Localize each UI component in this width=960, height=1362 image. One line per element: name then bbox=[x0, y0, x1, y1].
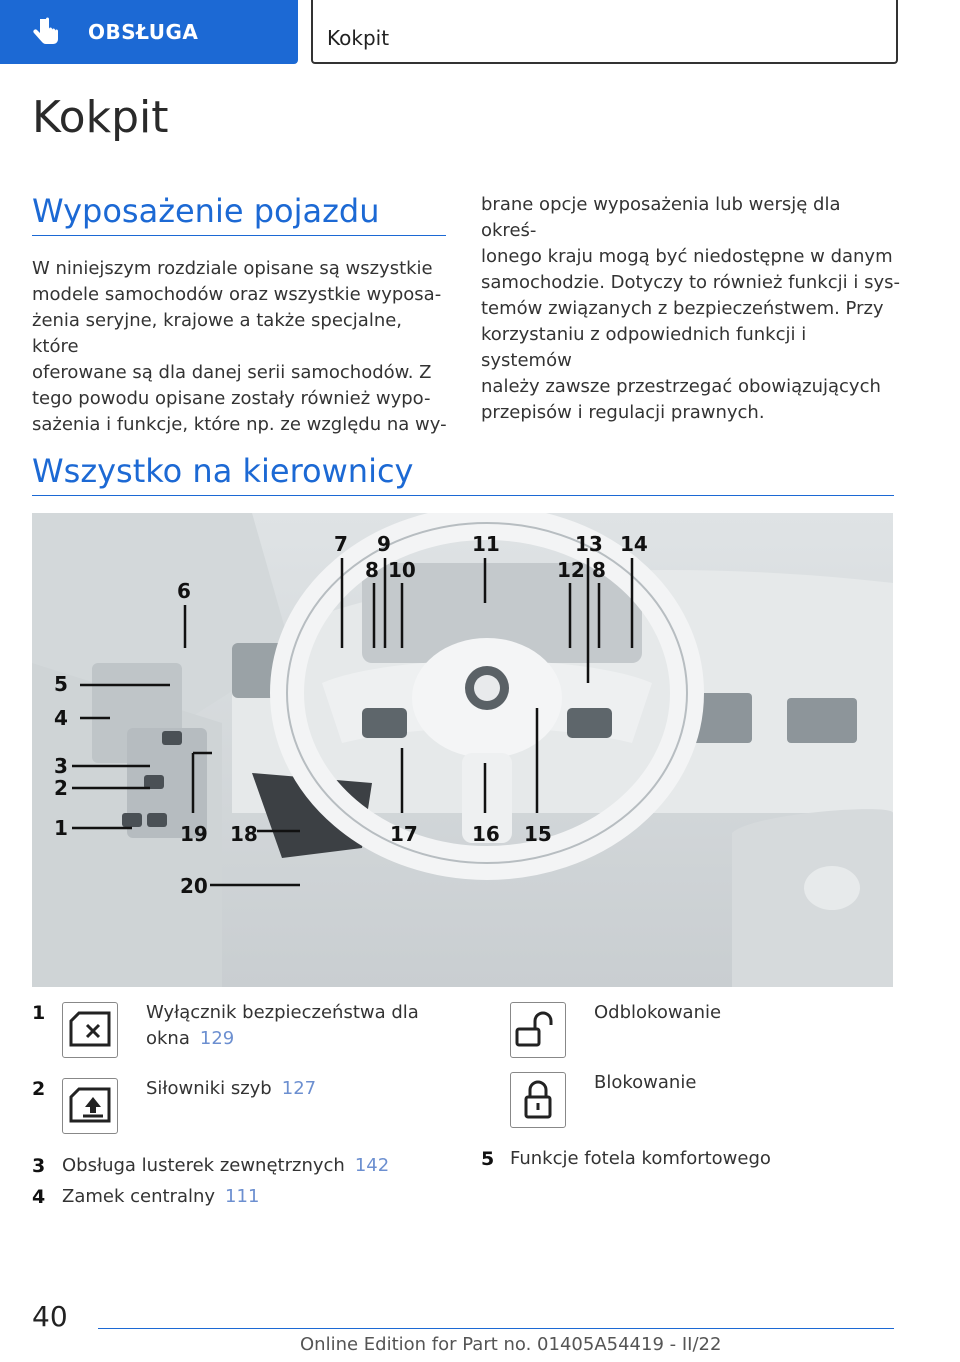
text-span: Zamek centralny bbox=[62, 1186, 216, 1207]
callout-number: 2 bbox=[54, 776, 68, 800]
callout-number: 15 bbox=[524, 822, 552, 846]
callout-number: 10 bbox=[388, 558, 416, 582]
text-line: korzystaniu z odpowiednich funkcji i systemów bbox=[481, 324, 807, 371]
intro-column-2 bbox=[481, 192, 901, 426]
callout-number: 7 bbox=[334, 532, 348, 556]
text-span: Siłowniki szyb bbox=[146, 1078, 272, 1099]
callout-number: 6 bbox=[177, 579, 191, 603]
legend-text: Odblokowanie bbox=[594, 1002, 722, 1023]
callout-number: 20 bbox=[180, 874, 208, 898]
legend-text: Funkcje fotela komfortowego bbox=[510, 1148, 771, 1169]
window-lock-icon bbox=[62, 1002, 118, 1058]
callout-number: 16 bbox=[472, 822, 500, 846]
text-line: sażenia i funkcje, które np. ze względu na wy- bbox=[32, 414, 447, 435]
callout-number: 8 bbox=[365, 558, 379, 582]
legend-number: 3 bbox=[32, 1155, 46, 1177]
text-line: tego powodu opisane zostały również wypo- bbox=[32, 388, 431, 409]
legend-number: 4 bbox=[32, 1186, 46, 1208]
unlock-icon bbox=[510, 1002, 566, 1058]
section-rule bbox=[32, 235, 446, 236]
text-line: żenia seryjne, krajowe a także specjalne, które bbox=[32, 310, 403, 357]
callout-number: 3 bbox=[54, 754, 68, 778]
page-title: Kokpit bbox=[32, 92, 169, 143]
chapter-label: Kokpit bbox=[327, 26, 390, 50]
callout-number: 5 bbox=[54, 672, 68, 696]
callout-number: 4 bbox=[54, 706, 68, 730]
text-line: oferowane są dla danej serii samochodów. Z bbox=[32, 362, 432, 383]
section-heading-kierownica: Wszystko na kierownicy bbox=[32, 452, 414, 490]
text-line: Wyłącznik bezpieczeństwa dla bbox=[146, 1002, 419, 1023]
page-ref-link[interactable]: 129 bbox=[199, 1028, 235, 1049]
legend-text bbox=[62, 1184, 259, 1210]
lock-icon bbox=[510, 1072, 566, 1128]
legend-number: 5 bbox=[481, 1148, 495, 1170]
legend-text bbox=[146, 1076, 316, 1102]
legend-text: Blokowanie bbox=[594, 1072, 697, 1093]
footer-rule bbox=[98, 1328, 894, 1329]
section-rule bbox=[32, 495, 894, 496]
intro-column-1 bbox=[32, 256, 452, 438]
hand-pointer-icon bbox=[30, 15, 64, 49]
page-ref-link[interactable]: 142 bbox=[354, 1155, 390, 1176]
text-span: okna bbox=[146, 1028, 190, 1049]
legend-text bbox=[62, 1153, 389, 1179]
text-line: lonego kraju mogą być niedostępne w danym bbox=[481, 246, 893, 267]
callout-number: 8 bbox=[592, 558, 606, 582]
text-line bbox=[146, 1026, 419, 1052]
text-line: samochodzie. Dotyczy to również funkcji i sys- bbox=[481, 272, 900, 293]
section-tab bbox=[0, 0, 298, 64]
text-line: należy zawsze przestrzegać obowiązujących bbox=[481, 376, 881, 397]
callout-number: 19 bbox=[180, 822, 208, 846]
legend-number: 2 bbox=[32, 1078, 46, 1100]
window-lift-icon bbox=[62, 1078, 118, 1134]
text-line: temów związanych z bezpieczeństwem. Przy bbox=[481, 298, 884, 319]
section-heading-wyposazenie: Wyposażenie pojazdu bbox=[32, 192, 380, 230]
legend-number: 1 bbox=[32, 1002, 46, 1024]
legend-text bbox=[146, 1000, 419, 1052]
callout-number: 17 bbox=[390, 822, 418, 846]
text-span: Obsługa lusterek zewnętrznych bbox=[62, 1155, 345, 1176]
callout-number: 13 bbox=[575, 532, 603, 556]
text-line: modele samochodów oraz wszystkie wyposa- bbox=[32, 284, 442, 305]
page-ref-link[interactable]: 111 bbox=[225, 1186, 260, 1207]
text-line: przepisów i regulacji prawnych. bbox=[481, 402, 765, 423]
page-ref-link[interactable]: 127 bbox=[281, 1078, 317, 1099]
text-line: W niniejszym rozdziale opisane są wszystkie bbox=[32, 258, 433, 279]
callout-number: 11 bbox=[472, 532, 500, 556]
callout-number: 9 bbox=[377, 532, 391, 556]
callout-number: 14 bbox=[620, 532, 648, 556]
text-line: brane opcje wyposażenia lub wersję dla okreś- bbox=[481, 194, 841, 241]
cockpit-illustration bbox=[32, 513, 893, 987]
callout-number: 12 bbox=[557, 558, 585, 582]
section-label: OBSŁUGA bbox=[88, 20, 199, 44]
footer-edition: Online Edition for Part no. 01405A54419 - II/22 bbox=[300, 1334, 722, 1355]
callout-number: 1 bbox=[54, 816, 68, 840]
chapter-tab bbox=[311, 0, 898, 64]
page-number: 40 bbox=[32, 1300, 68, 1333]
callout-number: 18 bbox=[230, 822, 258, 846]
